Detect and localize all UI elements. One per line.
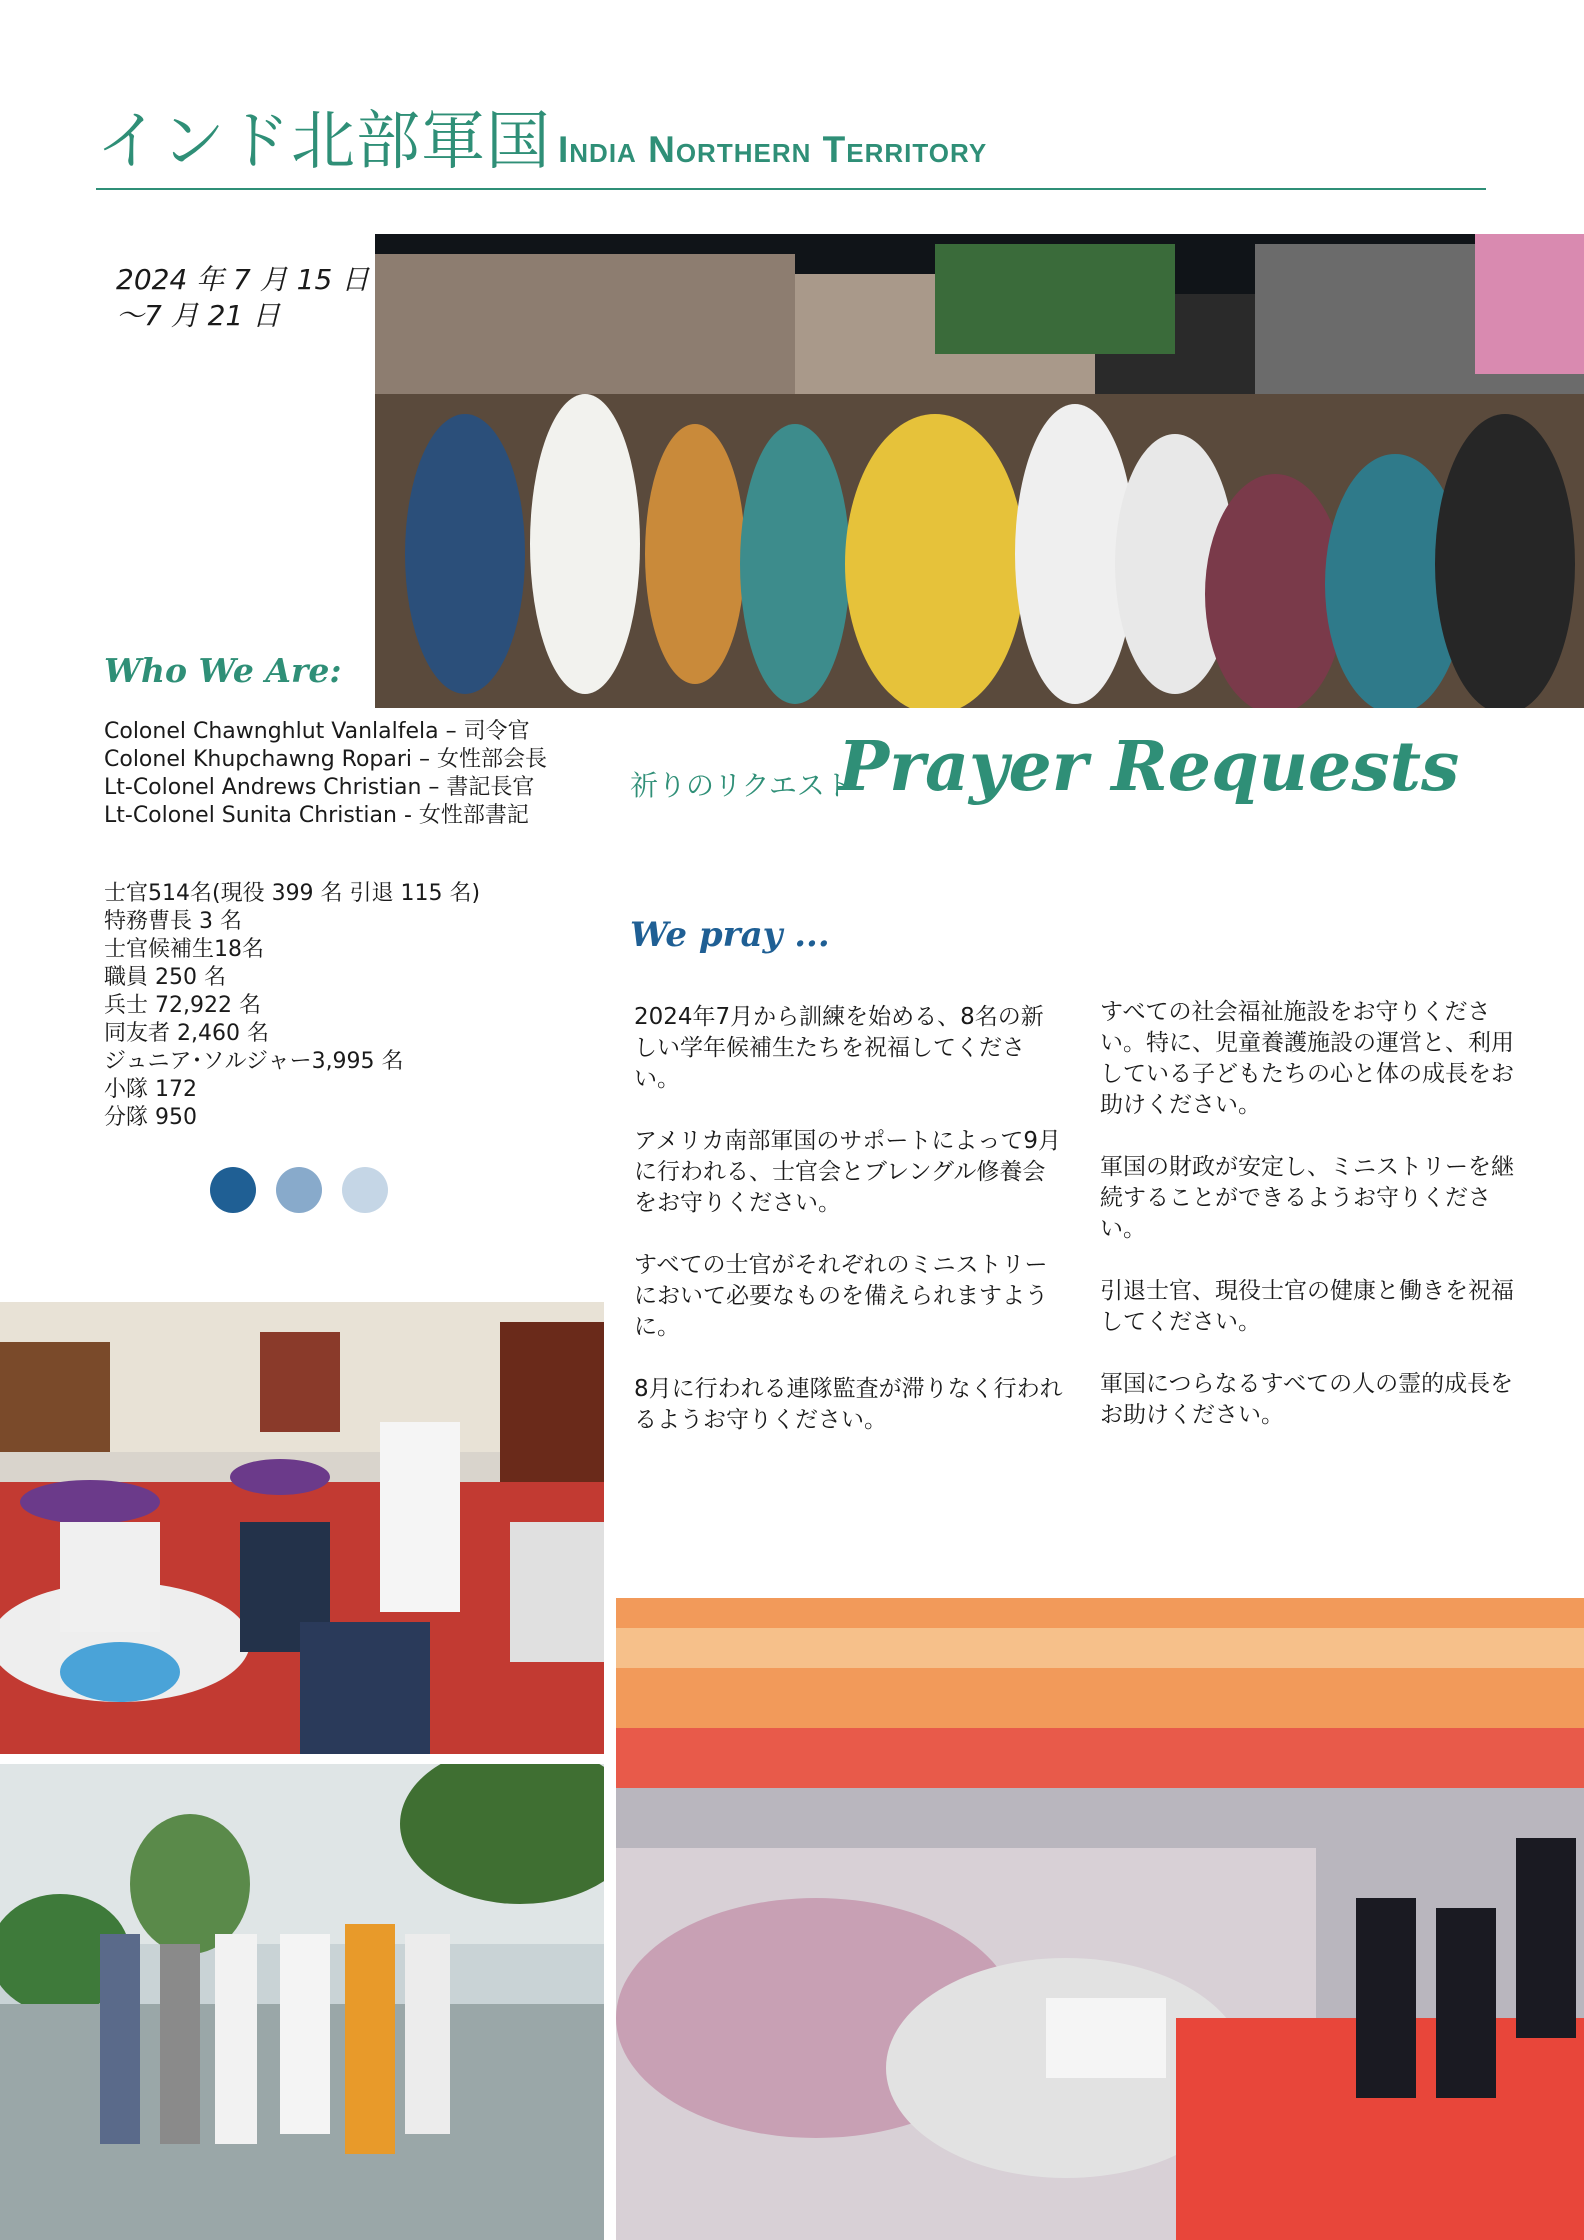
leader-women-secretary: Lt-Colonel Sunita Christian - 女性部書記 [104,803,529,828]
prayer-item: 8月に行われる連隊監査が滞りなく行われるようお守りください。 [634,1376,1063,1433]
photo-worship-crowd [375,234,1584,708]
prayer-item: すべての士官がそれぞれのミニストリーにおいて必要なものを備えられますように。 [634,1252,1048,1340]
date-start: 2024 年 7 月 15 日 [116,263,370,296]
who-we-are-heading: Who We Are: [104,651,342,690]
date-range [116,262,370,334]
stat-item: 分隊 950 [104,1105,197,1130]
prayer-heading-en: Prayer Requests [838,727,1460,807]
photo-officers-meeting [0,1302,604,1754]
stat-item: 士官514名(現役 399 名 引退 115 名) [104,881,481,906]
leader-commander: Colonel Chawnghlut Vanlalfela – 司令官 [104,719,530,744]
prayer-item: 引退士官、現役士官の健康と働きを祝福してください。 [1100,1278,1514,1335]
photo-congregation-tent [616,1598,1584,2240]
decorative-dot [276,1167,322,1213]
stat-item: 兵士 72,922 名 [104,993,261,1018]
prayer-item: 軍国の財政が安定し、ミニストリーを継続することができるようお守りください。 [1100,1154,1514,1242]
page-title: インド北部軍国 [96,105,551,179]
prayer-column-left [634,1002,1064,1467]
prayer-item: 2024年7月から訓練を始める、8名の新しい学年候補生たちを祝福してください。 [634,1004,1044,1092]
photo-flood-visit [0,1764,604,2240]
stat-item: 小隊 172 [104,1077,197,1102]
prayer-column-right [1100,997,1530,1462]
decorative-dot [210,1167,256,1213]
statistics-list [104,880,584,1132]
prayer-item: アメリカ南部軍国のサポートによって9月に行われる、士官会とブレングル修養会をお守りください。 [634,1128,1062,1216]
stat-item: 特務曹長 3 名 [104,909,242,934]
stat-item: ジュニア･ソルジャー3,995 名 [104,1049,404,1074]
prayer-item: すべての社会福祉施設をお守りください。特に、児童養護施設の運営と、利用している子どもたちの心と体の成長をお助けください。 [1100,999,1514,1118]
stat-item: 同友者 2,460 名 [104,1021,269,1046]
leader-women-president: Colonel Khupchawng Ropari – 女性部会長 [104,747,548,772]
stat-item: 士官候補生18名 [104,937,264,962]
leader-chief-secretary: Lt-Colonel Andrews Christian – 書記長官 [104,775,535,800]
stat-item: 職員 250 名 [104,965,226,990]
title-divider [96,188,1486,190]
we-pray-heading: We pray ... [630,915,830,955]
prayer-heading-jp: 祈りのリクエスト [630,769,853,802]
prayer-item: 軍国につらなるすべての人の霊的成長をお助けください。 [1100,1371,1514,1428]
page-subtitle: India Northern Territory [558,129,988,170]
decorative-dot [342,1167,388,1213]
leaders-list [104,718,584,830]
date-end: 〜7 月 21 日 [116,299,281,332]
